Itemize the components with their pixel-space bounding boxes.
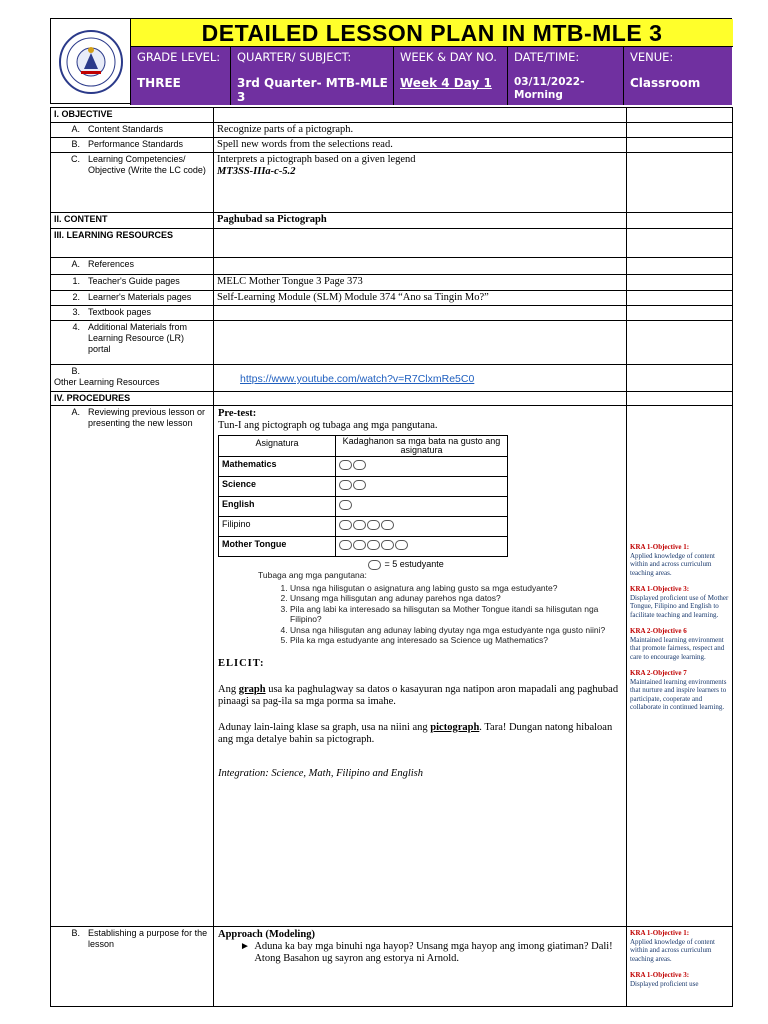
student-face-icon: [339, 460, 352, 470]
table-row: [51, 927, 733, 1007]
row-label: Learner's Materials pages: [88, 292, 192, 302]
pictograph-col-subject: Asignatura: [219, 436, 336, 457]
list-item: 1. Unsa nga hilisgutan o asignatura ang labing gusto sa mga estudyante?: [290, 583, 622, 594]
row-label: Additional Materials from Learning Resource (LR) portal: [88, 322, 188, 354]
student-face-icon: [367, 520, 380, 530]
quarter-label: QUARTER/ SUBJECT:: [237, 50, 352, 64]
venue-label: VENUE:: [630, 50, 674, 64]
questions-list: [258, 583, 622, 646]
table-row: [51, 123, 733, 138]
pictograph-subject: Science: [219, 477, 336, 497]
grade-label: GRADE LEVEL:: [137, 50, 221, 64]
header-block: [50, 18, 732, 104]
graph-term: graph: [238, 683, 266, 695]
table-row: [51, 258, 733, 275]
table-row: [51, 153, 733, 213]
row-number: 1.: [72, 276, 80, 286]
table-row: [51, 392, 733, 406]
list-item: 4. Unsa nga hilisgutan ang adunay labing dyutay nga mga estudyante nga gusto niini?: [290, 625, 622, 636]
venue-cell: [624, 47, 732, 105]
student-face-icon: [367, 540, 380, 550]
kra-notes-b: [627, 927, 733, 1007]
approach-text: Aduna ka bay mga binuhi nga hayop? Unsang mga hayop ang imong giatiman? Dali! Atong Basahon ug sayron ang estorya ni Arnold.: [254, 941, 613, 964]
row-number: A.: [71, 407, 80, 417]
kra-title: KRA 1-Objective 1:: [630, 543, 690, 551]
kra-text: Maintained learning environments that nurture and inspire learners to participate, cooperate and collaborate in continued learning.: [630, 677, 727, 711]
content-standards-value: Recognize parts of a pictograph.: [214, 123, 627, 138]
list-item: 2. Unsang mga hilisgutan ang adunay parehos nga datos?: [290, 593, 622, 604]
row-number: C.: [71, 154, 80, 164]
row-number: 2.: [72, 292, 80, 302]
pictograph-row: [219, 517, 508, 537]
lesson-plan-table: [50, 107, 733, 1007]
pretest-instruction: Tun-I ang pictograph og tubaga ang mga pangutana.: [218, 420, 438, 431]
competency-code: MT3SS-IIIa-c-5.2: [217, 166, 296, 177]
pictograph-subject: English: [219, 497, 336, 517]
pictograph-paragraph: Adunay lain-laing klase sa graph, usa na niini ang pictograph. Tara! Dungan natong hibaloan ang mga detalye bahin sa pictograph.: [218, 721, 613, 745]
student-face-icon: [339, 540, 352, 550]
list-item: 3. Pila ang labi ka interesado sa hilisgutan sa Mother Tongue itandi sa hilisgutan nga Filipino?: [290, 604, 622, 625]
elicit-heading: ELICIT:: [218, 657, 265, 669]
row-label: Establishing a purpose for the lesson: [88, 928, 208, 949]
list-item: 5. Pila ka mga estudyante ang interesado sa Science ug Mathematics?: [290, 635, 622, 646]
student-face-icon: [381, 520, 394, 530]
approach-heading: Approach (Modeling): [218, 929, 315, 940]
integration-note: Integration: Science, Math, Filipino and English: [218, 767, 424, 779]
pictograph-subject: Filipino: [219, 517, 336, 537]
deped-seal-logo: [51, 19, 131, 105]
kra-title: KRA 1-Objective 3:: [630, 585, 690, 593]
table-row: [51, 213, 733, 229]
table-row: [51, 321, 733, 365]
row-label: Textbook pages: [88, 307, 152, 317]
table-row: [51, 108, 733, 123]
date-value: 03/11/2022-Morning: [514, 76, 585, 101]
kra-text: Applied knowledge of content within and across curriculum teaching areas.: [630, 551, 715, 577]
graph-paragraph: Ang graph usa ka paghulagway sa datos o kasayuran nga natipon aron mapadali ang paghubad pinaagi sa pag-ila sa mga porma sa imahe.: [218, 683, 619, 707]
questions-title: Tubaga ang mga pangutana:: [258, 570, 367, 580]
youtube-link[interactable]: https://www.youtube.com/watch?v=R7ClxmRe5C0: [240, 373, 475, 385]
kra-text: Applied knowledge of content within and across curriculum teaching areas.: [630, 937, 715, 963]
student-face-icon: [339, 480, 352, 490]
venue-value: Classroom: [630, 76, 701, 90]
teachers-guide-value: MELC Mother Tongue 3 Page 373: [214, 275, 627, 291]
kra-title: KRA 1-Objective 3:: [630, 971, 690, 979]
table-row: [51, 406, 733, 927]
row-label: Learning Competencies/ Objective (Write the LC code): [88, 154, 206, 175]
week-label: WEEK & DAY NO.: [400, 50, 497, 64]
grade-cell: [131, 47, 231, 105]
row-label: Performance Standards: [88, 139, 184, 149]
pictograph-row: [219, 457, 508, 477]
row-label: Content Standards: [88, 124, 164, 134]
kra-title: KRA 2-Objective 6: [630, 627, 687, 635]
row-number: B.: [71, 928, 80, 938]
row-label: Reviewing previous lesson or presenting the new lesson: [88, 407, 206, 428]
pictograph-row: [219, 537, 508, 557]
pictograph-subject: Mathematics: [219, 457, 336, 477]
table-row: [51, 275, 733, 291]
learners-materials-value: Self-Learning Module (SLM) Module 374 “Ano sa Tingin Mo?”: [214, 291, 627, 306]
row-label: Other Learning Resources: [54, 377, 160, 387]
student-face-icon: [353, 540, 366, 550]
table-row: [51, 291, 733, 306]
table-row: [51, 138, 733, 153]
content-value: Paghubad sa Pictograph: [214, 213, 627, 229]
date-label: DATE/TIME:: [514, 50, 580, 64]
pictograph-row: [219, 477, 508, 497]
pictograph-table: [218, 435, 508, 557]
kra-text: Maintained learning environment that promote fairness, respect and care to encourage learning.: [630, 635, 725, 661]
student-face-icon: [353, 520, 366, 530]
kra-notes: [627, 406, 733, 927]
pictograph-subject: Mother Tongue: [219, 537, 336, 557]
arrow-bullet-icon: ►: [240, 941, 250, 952]
kra-title: KRA 2-Objective 7: [630, 669, 687, 677]
row-number: A.: [71, 259, 80, 269]
kra-text: Displayed proficient use: [630, 979, 699, 988]
student-face-icon: [353, 460, 366, 470]
pictograph-col-count: Kadaghanon sa mga bata na gusto ang asignatura: [336, 436, 508, 457]
quarter-value: 3rd Quarter- MTB-MLE 3: [237, 76, 388, 104]
row-number: 3.: [72, 307, 80, 317]
student-face-icon: [381, 540, 394, 550]
pictograph-legend: = 5 estudyante: [384, 559, 444, 569]
row-number: B.: [71, 366, 80, 376]
pretest-heading: Pre-test:: [218, 408, 257, 419]
row-number: B.: [71, 139, 80, 149]
table-row: [51, 306, 733, 321]
section-procedures: IV. PROCEDURES: [51, 392, 214, 406]
section-content: II. CONTENT: [51, 213, 214, 229]
grade-value: THREE: [137, 76, 181, 90]
kra-text: Displayed proficient use of Mother Tongue, Filipino and English to facilitate teaching and learning.: [630, 593, 729, 619]
week-cell: [394, 47, 508, 105]
row-label: References: [88, 259, 135, 269]
week-value: Week 4 Day 1: [400, 76, 492, 90]
date-cell: [508, 47, 624, 105]
student-face-icon: [339, 520, 352, 530]
quarter-cell: [231, 47, 394, 105]
pictograph-row: [219, 497, 508, 517]
competency-value: Interprets a pictograph based on a given legend: [217, 154, 416, 165]
row-number: 4.: [72, 322, 80, 332]
student-face-icon: [395, 540, 408, 550]
row-number: A.: [71, 124, 80, 134]
table-row: [51, 365, 733, 392]
kra-title: KRA 1-Objective 1:: [630, 929, 690, 937]
pictograph-term: pictograph: [430, 721, 480, 733]
student-face-icon: [339, 500, 352, 510]
student-face-icon: [368, 560, 381, 570]
student-face-icon: [353, 480, 366, 490]
section-objective: I. OBJECTIVE: [51, 108, 214, 123]
section-resources: III. LEARNING RESOURCES: [51, 229, 214, 258]
row-label: Teacher's Guide pages: [88, 276, 180, 286]
table-row: [51, 229, 733, 258]
performance-standards-value: Spell new words from the selections read.: [214, 138, 627, 153]
page-title: DETAILED LESSON PLAN IN MTB-MLE 3: [131, 19, 733, 47]
